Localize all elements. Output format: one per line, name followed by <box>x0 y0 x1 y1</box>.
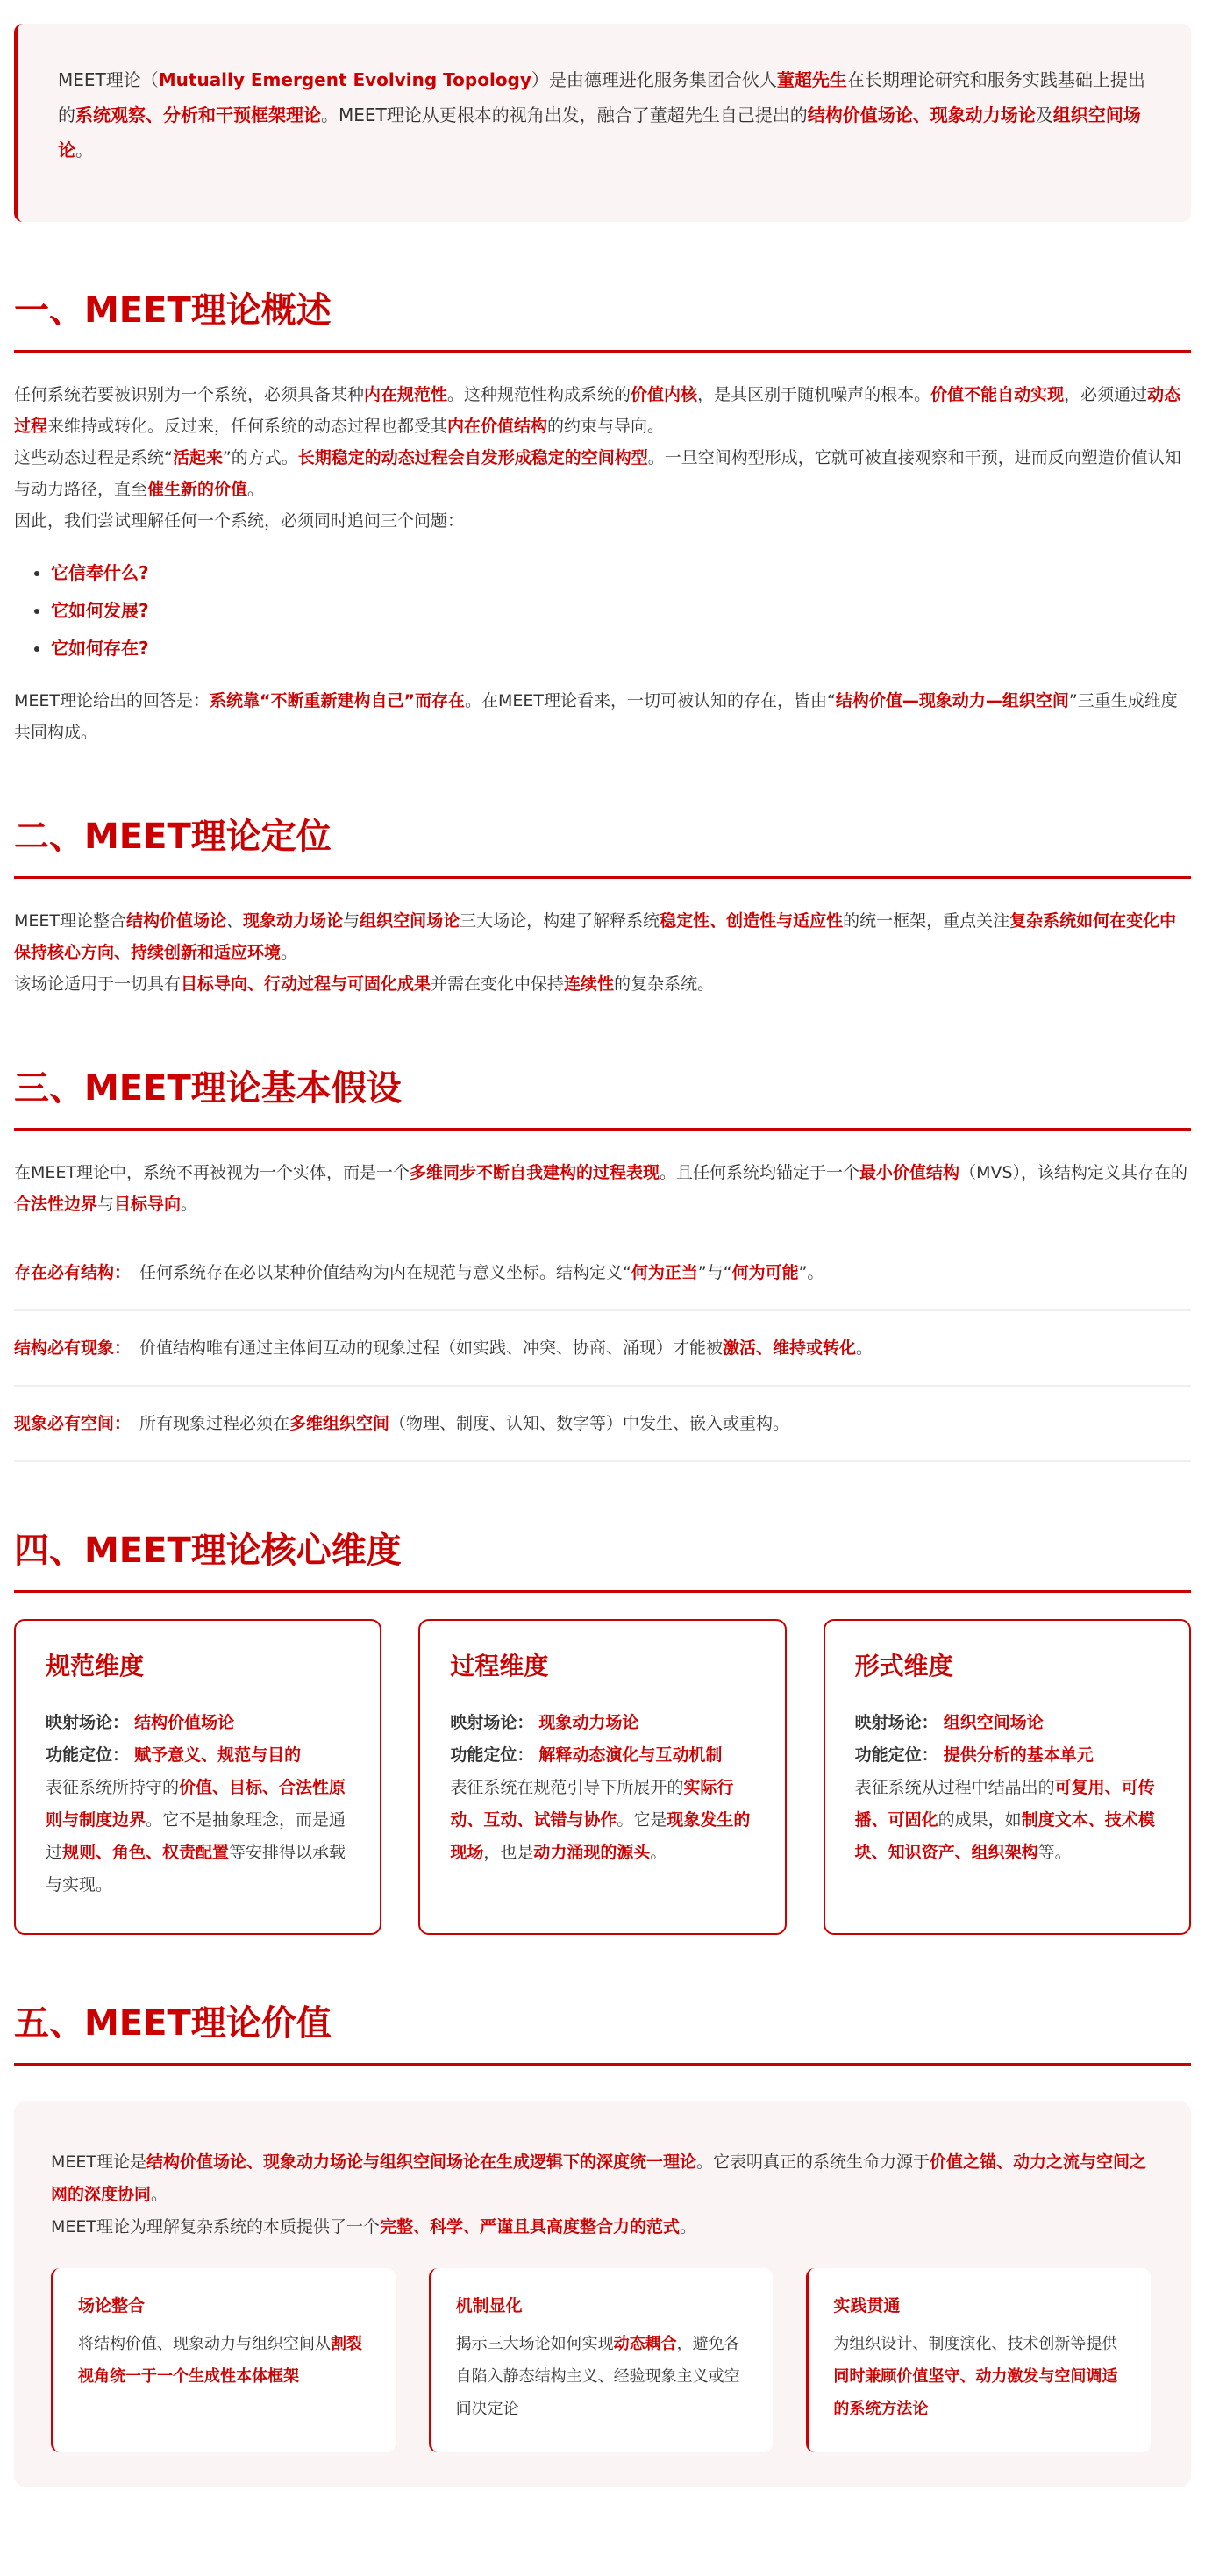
plain-text: 将结构价值、现象动力与组织空间从 <box>78 2335 331 2353</box>
highlight-text: 何为可能 <box>731 1263 799 1282</box>
section-dimensions <box>14 1529 1191 1935</box>
dimension-card-form <box>824 1619 1191 1935</box>
dimension-card-normative <box>14 1619 381 1935</box>
plain-text: 在长期理论研究和服务实践基础上提出的 <box>58 69 1145 125</box>
plain-text: 、 <box>226 911 244 931</box>
plain-text: 的复杂系统。 <box>614 974 715 994</box>
assumption-item <box>14 1236 1191 1311</box>
value-card-practice <box>806 2268 1151 2452</box>
plain-text: MEET理论（ <box>58 69 159 90</box>
highlight-text: 目标导向、行动过程与可固化成果 <box>181 974 431 994</box>
value-card-title: 场论整合 <box>78 2296 146 2316</box>
highlight-text: 价值内核 <box>631 385 698 404</box>
function-label: 功能定位： <box>450 1745 534 1765</box>
plain-text: ”与“ <box>697 1263 732 1282</box>
highlight-text: 系统观察、分析和干预框架理论 <box>75 104 321 125</box>
function-value: 提供分析的基本单元 <box>943 1745 1094 1765</box>
question-item: • 它如何存在? <box>51 630 1191 667</box>
mapping-label: 映射场论： <box>450 1713 534 1732</box>
plain-text: 。它表明真正的系统生命力源于 <box>696 2152 930 2172</box>
plain-text: 表征系统所持守的 <box>46 1778 180 1797</box>
assumption-label: 结构必有现象： <box>14 1338 132 1358</box>
paragraph <box>14 379 1191 442</box>
plain-text: 因此，我们尝试理解任何一个系统，必须同时追问三个问题： <box>14 511 465 531</box>
value-summary-box <box>14 2101 1191 2487</box>
plain-text: ，避免各自陷入静态结构主义、经验现象主义或空间决定论 <box>455 2335 740 2418</box>
plain-text: 。 <box>247 480 265 499</box>
plain-text: 。一旦空间构型形成，它就可被直接观察和干预，进而反向塑造价值认知与动力路径，直至 <box>14 448 1181 499</box>
plain-text: 的统一框架，重点关注 <box>843 911 1010 931</box>
plain-text: 。且任何系统均锚定于一个 <box>660 1163 860 1182</box>
highlight-text: 系统靠“不断重新建构自己”而存在 <box>210 691 465 710</box>
card-description <box>450 1772 754 1869</box>
plain-text: MEET理论给出的回答是： <box>14 691 210 710</box>
paragraph <box>14 505 1191 537</box>
paragraph <box>14 968 1191 1000</box>
highlight-text: 动态过程 <box>14 385 1181 436</box>
highlight-text: 动态耦合 <box>613 2335 677 2353</box>
assumption-label: 存在必有结构： <box>14 1263 132 1282</box>
mapping-row <box>855 1707 1159 1739</box>
plain-text: MEET理论为理解复杂系统的本质提供了一个 <box>51 2217 381 2237</box>
plain-text: （MVS），该结构定义其存在的 <box>959 1163 1188 1182</box>
highlight-text: 目标导向 <box>114 1195 182 1214</box>
function-label: 功能定位： <box>854 1745 938 1765</box>
value-cards <box>51 2268 1151 2452</box>
plain-text: MEET理论整合 <box>14 911 127 931</box>
plain-text: 。 <box>680 2217 697 2237</box>
assumption-label: 现象必有空间： <box>14 1414 132 1433</box>
plain-text: 等。 <box>1037 1843 1072 1862</box>
value-card-mechanism <box>429 2268 774 2452</box>
plain-text: 任何系统存在必以某种价值结构为内在规范与意义坐标。结构定义“ <box>139 1263 631 1282</box>
section-title: 一、MEET理论概述 <box>14 289 1191 353</box>
mapping-row <box>450 1707 754 1739</box>
plain-text: 表征系统在规范引导下所展开的 <box>450 1778 684 1797</box>
section-positioning <box>14 815 1191 1000</box>
plain-text: （物理、制度、认知、数字等）中发生、嵌入或重构。 <box>389 1414 790 1433</box>
section-title: 二、MEET理论定位 <box>14 815 1191 879</box>
highlight-text: 结构价值场论 <box>126 911 227 931</box>
plain-text: 表征系统从过程中结晶出的 <box>854 1778 1055 1797</box>
plain-text: 的成果，如 <box>938 1810 1022 1830</box>
highlight-text: 内在价值结构 <box>447 417 548 436</box>
plain-text: 等安排得以承载与实现。 <box>46 1843 346 1895</box>
highlight-text: 价值不能自动实现 <box>930 385 1065 404</box>
value-card-text <box>78 2328 373 2393</box>
card-title: 过程维度 <box>450 1652 549 1680</box>
highlight-text: 何为正当 <box>631 1263 698 1282</box>
plain-text: 揭示三大场论如何实现 <box>455 2335 614 2353</box>
highlight-text: 连续性 <box>564 974 615 994</box>
function-value: 赋予意义、规范与目的 <box>134 1745 302 1765</box>
plain-text: ，也是 <box>483 1843 534 1862</box>
plain-text: 。 <box>281 943 298 962</box>
paragraph <box>14 905 1191 968</box>
assumption-list <box>14 1236 1191 1462</box>
plain-text: 及 <box>1035 104 1053 125</box>
function-row <box>450 1739 754 1772</box>
card-description <box>46 1772 350 1902</box>
plain-text: 。 <box>650 1843 667 1862</box>
card-title: 形式维度 <box>854 1652 953 1680</box>
mapping-label: 映射场论： <box>854 1713 938 1732</box>
plain-text: 。在MEET理论看来，一切可被认知的存在，皆由“ <box>465 691 836 710</box>
highlight-text: 价值之锚、动力之流与空间之网的深度协同 <box>51 2152 1147 2204</box>
highlight-text: 结构价值场论、现象动力场论与组织空间场论在生成逻辑下的深度统一理论 <box>146 2152 697 2172</box>
highlight-text: 长期稳定的动态过程会自发形成稳定的空间构型 <box>297 448 648 467</box>
plain-text: 为组织设计、制度演化、技术创新等提供 <box>833 2335 1118 2353</box>
section-value <box>14 2002 1191 2487</box>
value-card-title: 实践贯通 <box>833 2296 901 2316</box>
intro-callout <box>14 24 1191 222</box>
highlight-text: 复杂系统如何在变化中保持核心方向、持续创新和适应环境 <box>14 911 1177 962</box>
plain-text: ”。 <box>798 1263 824 1282</box>
mapping-value: 结构价值场论 <box>134 1713 235 1732</box>
highlight-text: 董超先生 <box>776 69 847 90</box>
intro-text <box>58 62 1149 168</box>
highlight-text: 结构价值—现象动力—组织空间 <box>835 691 1069 710</box>
plain-text: 在MEET理论中，系统不再被视为一个实体，而是一个 <box>14 1163 410 1182</box>
highlight-text: 制度文本、技术模块、知识资产、组织架构 <box>854 1810 1155 1862</box>
question-list <box>14 554 1191 667</box>
plain-text: 。 <box>75 139 93 161</box>
function-row <box>855 1739 1159 1772</box>
plain-text: 。MEET理论从更根本的视角出发，融合了董超先生自己提出的 <box>321 104 808 125</box>
highlight-text: 现象发生的现场 <box>450 1810 751 1862</box>
plain-text: 价值结构唯有通过主体间互动的现象过程（如实践、冲突、协商、涌现）才能被 <box>139 1338 724 1358</box>
function-value: 解释动态演化与互动机制 <box>538 1745 723 1765</box>
dimension-card-process <box>418 1619 786 1935</box>
card-description <box>855 1772 1159 1869</box>
highlight-text: 现象动力场论 <box>243 911 344 931</box>
plain-text: 。它是 <box>617 1810 667 1830</box>
section-title: 四、MEET理论核心维度 <box>14 1529 1191 1593</box>
highlight-text: 催生新的价值 <box>147 480 248 499</box>
highlight-text: 割裂视角统一于一个生成性本体框架 <box>78 2335 362 2386</box>
assumption-text <box>139 1338 873 1358</box>
highlight-text: 规则、角色、权责配置 <box>62 1843 230 1862</box>
plain-text: 这些动态过程是系统“ <box>14 448 173 467</box>
highlight-text: 内在规范性 <box>364 385 448 404</box>
highlight-text: 价值、目标、合法性原则与制度边界 <box>46 1778 346 1830</box>
dimension-cards <box>14 1619 1191 1935</box>
plain-text: 任何系统若要被识别为一个系统，必须具备某种 <box>14 385 365 404</box>
highlight-text: 实际行动、互动、试错与协作 <box>450 1778 734 1830</box>
plain-text: 。它不是抽象理念，而是通过 <box>46 1810 346 1862</box>
plain-text: 所有现象过程必须在 <box>139 1414 290 1433</box>
plain-text: 的约束与导向。 <box>547 417 665 436</box>
highlight-text: 活起来 <box>172 448 223 467</box>
highlight-text: 多维同步不断自我建构的过程表现 <box>410 1163 660 1182</box>
plain-text: 来维持或转化。反过来，任何系统的动态过程也都受其 <box>47 417 448 436</box>
plain-text: 。 <box>856 1338 873 1358</box>
plain-text: MEET理论是 <box>51 2152 147 2172</box>
assumption-text <box>139 1263 824 1282</box>
paragraph <box>14 442 1191 505</box>
plain-text: 。 <box>151 2185 168 2204</box>
highlight-text: 动力涌现的源头 <box>533 1843 651 1862</box>
section-assumptions <box>14 1067 1191 1462</box>
plain-text: 。 <box>181 1195 198 1214</box>
mapping-value: 现象动力场论 <box>538 1713 639 1732</box>
plain-text: 该场论适用于一切具有 <box>14 974 182 994</box>
card-title: 规范维度 <box>46 1652 145 1680</box>
plain-text: ）是由德理进化服务集团合伙人 <box>531 69 777 90</box>
highlight-text: 激活、维持或转化 <box>723 1338 857 1358</box>
function-label: 功能定位： <box>46 1745 130 1765</box>
paragraph <box>14 1157 1191 1220</box>
answer-paragraph <box>14 685 1191 748</box>
value-card-title: 机制显化 <box>455 2296 523 2316</box>
assumption-item <box>14 1387 1191 1462</box>
mapping-label: 映射场论： <box>46 1713 130 1732</box>
highlight-text: 多维组织空间 <box>289 1414 390 1433</box>
paragraph <box>51 2211 1151 2244</box>
mapping-value: 组织空间场论 <box>943 1713 1044 1732</box>
highlight-text: 最小价值结构 <box>859 1163 960 1182</box>
section-title: 五、MEET理论价值 <box>14 2002 1191 2066</box>
section-title: 三、MEET理论基本假设 <box>14 1067 1191 1131</box>
highlight-text: Mutually Emergent Evolving Topology <box>158 69 531 90</box>
value-card-text <box>833 2328 1128 2425</box>
value-card-integration <box>51 2268 396 2452</box>
highlight-text: 完整、科学、严谨且具高度整合力的范式 <box>380 2217 681 2237</box>
paragraph <box>51 2146 1151 2211</box>
mapping-row <box>46 1707 350 1739</box>
assumption-text <box>139 1414 789 1433</box>
plain-text: 与 <box>97 1195 115 1214</box>
highlight-text: 同时兼顾价值坚守、动力激发与空间调适的系统方法论 <box>833 2367 1118 2418</box>
plain-text: ，是其区别于随机噪声的根本。 <box>697 385 931 404</box>
plain-text: 与 <box>343 911 360 931</box>
plain-text: ，必须通过 <box>1064 385 1148 404</box>
plain-text: 三大场论，构建了解释系统 <box>460 911 660 931</box>
question-item: • 它如何发展? <box>51 592 1191 630</box>
highlight-text: 可复用、可传播、可固化 <box>854 1778 1155 1830</box>
highlight-text: 组织空间场论 <box>58 104 1141 161</box>
highlight-text: 合法性边界 <box>14 1195 98 1214</box>
highlight-text: 组织空间场论 <box>360 911 460 931</box>
function-row <box>46 1739 350 1772</box>
plain-text: 。这种规范性构成系统的 <box>447 385 631 404</box>
question-item: • 它信奉什么? <box>51 554 1191 592</box>
highlight-text: 结构价值场论、现象动力场论 <box>807 104 1036 125</box>
section-overview <box>14 289 1191 748</box>
plain-text: ”的方式。 <box>222 448 298 467</box>
highlight-text: 稳定性、创造性与适应性 <box>660 911 844 931</box>
assumption-item <box>14 1311 1191 1387</box>
plain-text: ”三重生成维度共同构成。 <box>14 691 1178 742</box>
plain-text: 并需在变化中保持 <box>431 974 565 994</box>
value-card-text <box>456 2328 751 2425</box>
